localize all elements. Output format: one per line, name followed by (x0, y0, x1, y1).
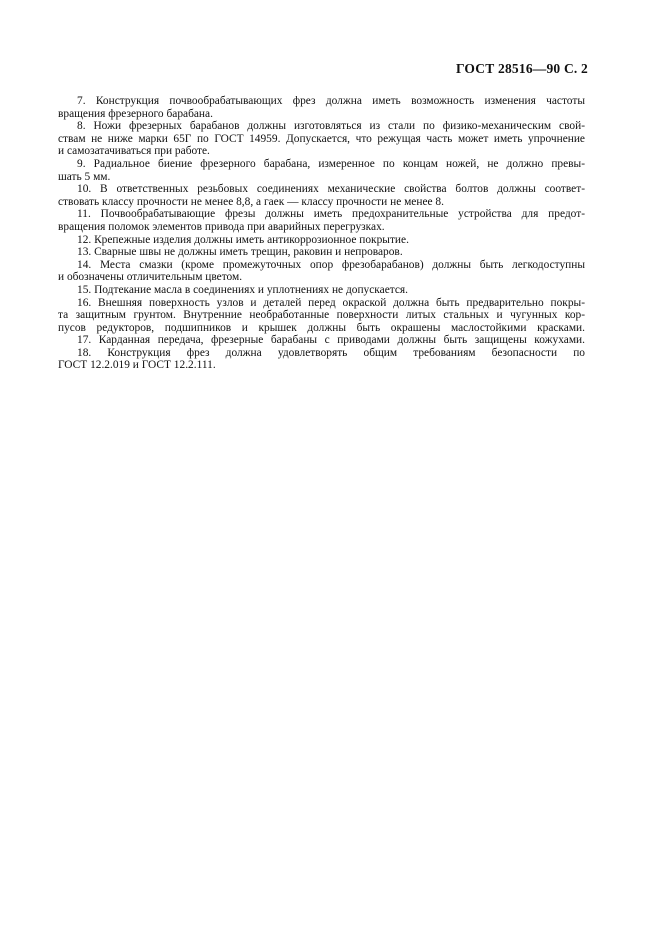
text-line: и самозатачиваться при работе. (58, 145, 210, 158)
paragraph-11 (58, 208, 585, 233)
paragraph-14 (58, 258, 585, 284)
text-line: 10. В ответственных резьбовых соединениях механические свойства болтов должны соответ- (77, 183, 585, 196)
paragraph-10 (58, 183, 585, 208)
document-body (58, 95, 585, 372)
text-line: и обозначены отличительным цветом. (58, 271, 243, 284)
paragraph-12 (77, 234, 585, 247)
text-line: 11. Почвообрабатывающие фрезы должны иметь предохранительные устройства для предот- (77, 208, 585, 221)
paragraph-8 (58, 120, 585, 158)
paragraph-13 (77, 246, 585, 259)
paragraph-18 (58, 346, 585, 372)
text-line: 8. Ножи фрезерных барабанов должны изготовляться из стали по физико-механическим свой- (77, 120, 585, 133)
text-line: ствовать классу прочности не менее 8,8, а гаек — классу прочности не менее 8. (58, 195, 444, 208)
text-line: вращения поломок элементов привода при аварийных перегрузках. (58, 220, 385, 233)
paragraph-7 (58, 95, 585, 120)
text-line: 7. Конструкция почвообрабатывающих фрез должна иметь возможность изменения частоты (77, 95, 585, 107)
text-line: 15. Подтекание масла в соединениях и уплотнениях не допускается. (77, 283, 409, 296)
text-line: та защитным грунтом. Внутренние необработанные поверхности литых стальных и чугунных кор- (58, 309, 585, 322)
paragraph-17 (77, 334, 585, 347)
page-header: ГОСТ 28516—90 С. 2 (455, 61, 588, 76)
paragraph-15 (77, 284, 585, 297)
text-line: 9. Радиальное биение фрезерного барабана, измеренное по концам ножей, не должно превы- (77, 157, 585, 170)
text-line: 18. Конструкция фрез должна удовлетворять общим требованиям безопасности по (77, 346, 585, 359)
text-line: 17. Карданная передача, фрезерные барабаны с приводами должны быть защищены кожухами. (77, 334, 585, 347)
paragraph-9 (58, 157, 585, 183)
text-line: пусов редукторов, подшипников и крышек должны быть окрашены маслостойкими красками. (58, 321, 585, 334)
paragraph-16 (58, 296, 585, 335)
text-line: вращения фрезерного барабана. (58, 107, 213, 120)
text-line: 13. Сварные швы не должны иметь трещин, раковин и непроваров. (77, 246, 403, 259)
text-line: 12. Крепежные изделия должны иметь антикоррозионное покрытие. (77, 233, 409, 246)
text-line: 16. Внешняя поверхность узлов и деталей перед окраской должна быть предварительно покры- (77, 296, 585, 309)
text-line: шать 5 мм. (58, 170, 111, 183)
text-line: ствам не ниже марки 65Г по ГОСТ 14959. Допускается, что режущая часть может иметь упрочнение (58, 132, 585, 145)
text-line: 14. Места смазки (кроме промежуточных опор фрезобарабанов) должны быть легкодоступны (77, 258, 585, 271)
text-line: ГОСТ 12.2.019 и ГОСТ 12.2.111. (58, 359, 216, 372)
